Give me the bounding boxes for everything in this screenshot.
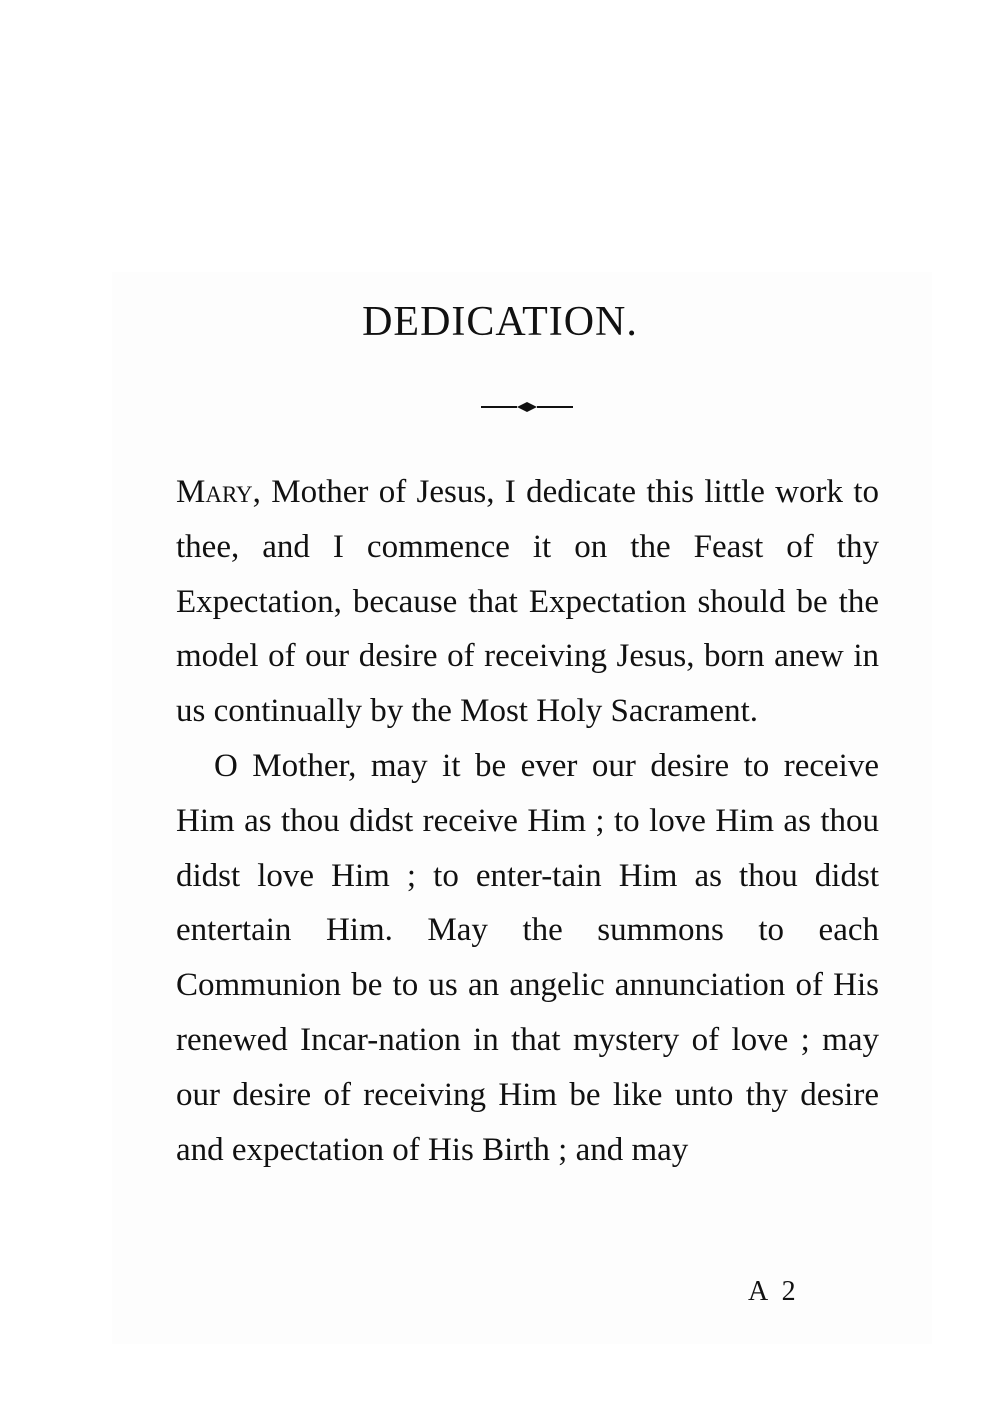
- paragraph-1: [176, 465, 879, 739]
- dedication-text: [176, 465, 879, 1177]
- lead-initial: M: [176, 474, 206, 510]
- lead-smallcaps: ary: [205, 474, 253, 510]
- rule-with-diamond-ornament-icon: [481, 398, 573, 416]
- paragraph-2: O Mother, may it be ever our desire to receive Him as thou didst receive Him ; to love Him as thou didst love Him ; to enter-tain Him as thou didst entertain Him. May the summons to each Communion be to us an angelic annunciation of His renewed Incar-nation in that mystery of love ; may our desire of receiving Him be like unto thy desire and expectation of His Birth ; and may: [176, 747, 879, 1168]
- page-title: DEDICATION.: [362, 299, 638, 345]
- signature-mark: A 2: [748, 1276, 800, 1307]
- paragraph-1-text: , Mother of Jesus, I dedicate this little work to thee, and I commence it on the Feast of thy Expectation, because that Expectation should be the model of our desire of receiving Jesus, born anew in us continually by the Most Holy Sacrament.: [176, 474, 879, 730]
